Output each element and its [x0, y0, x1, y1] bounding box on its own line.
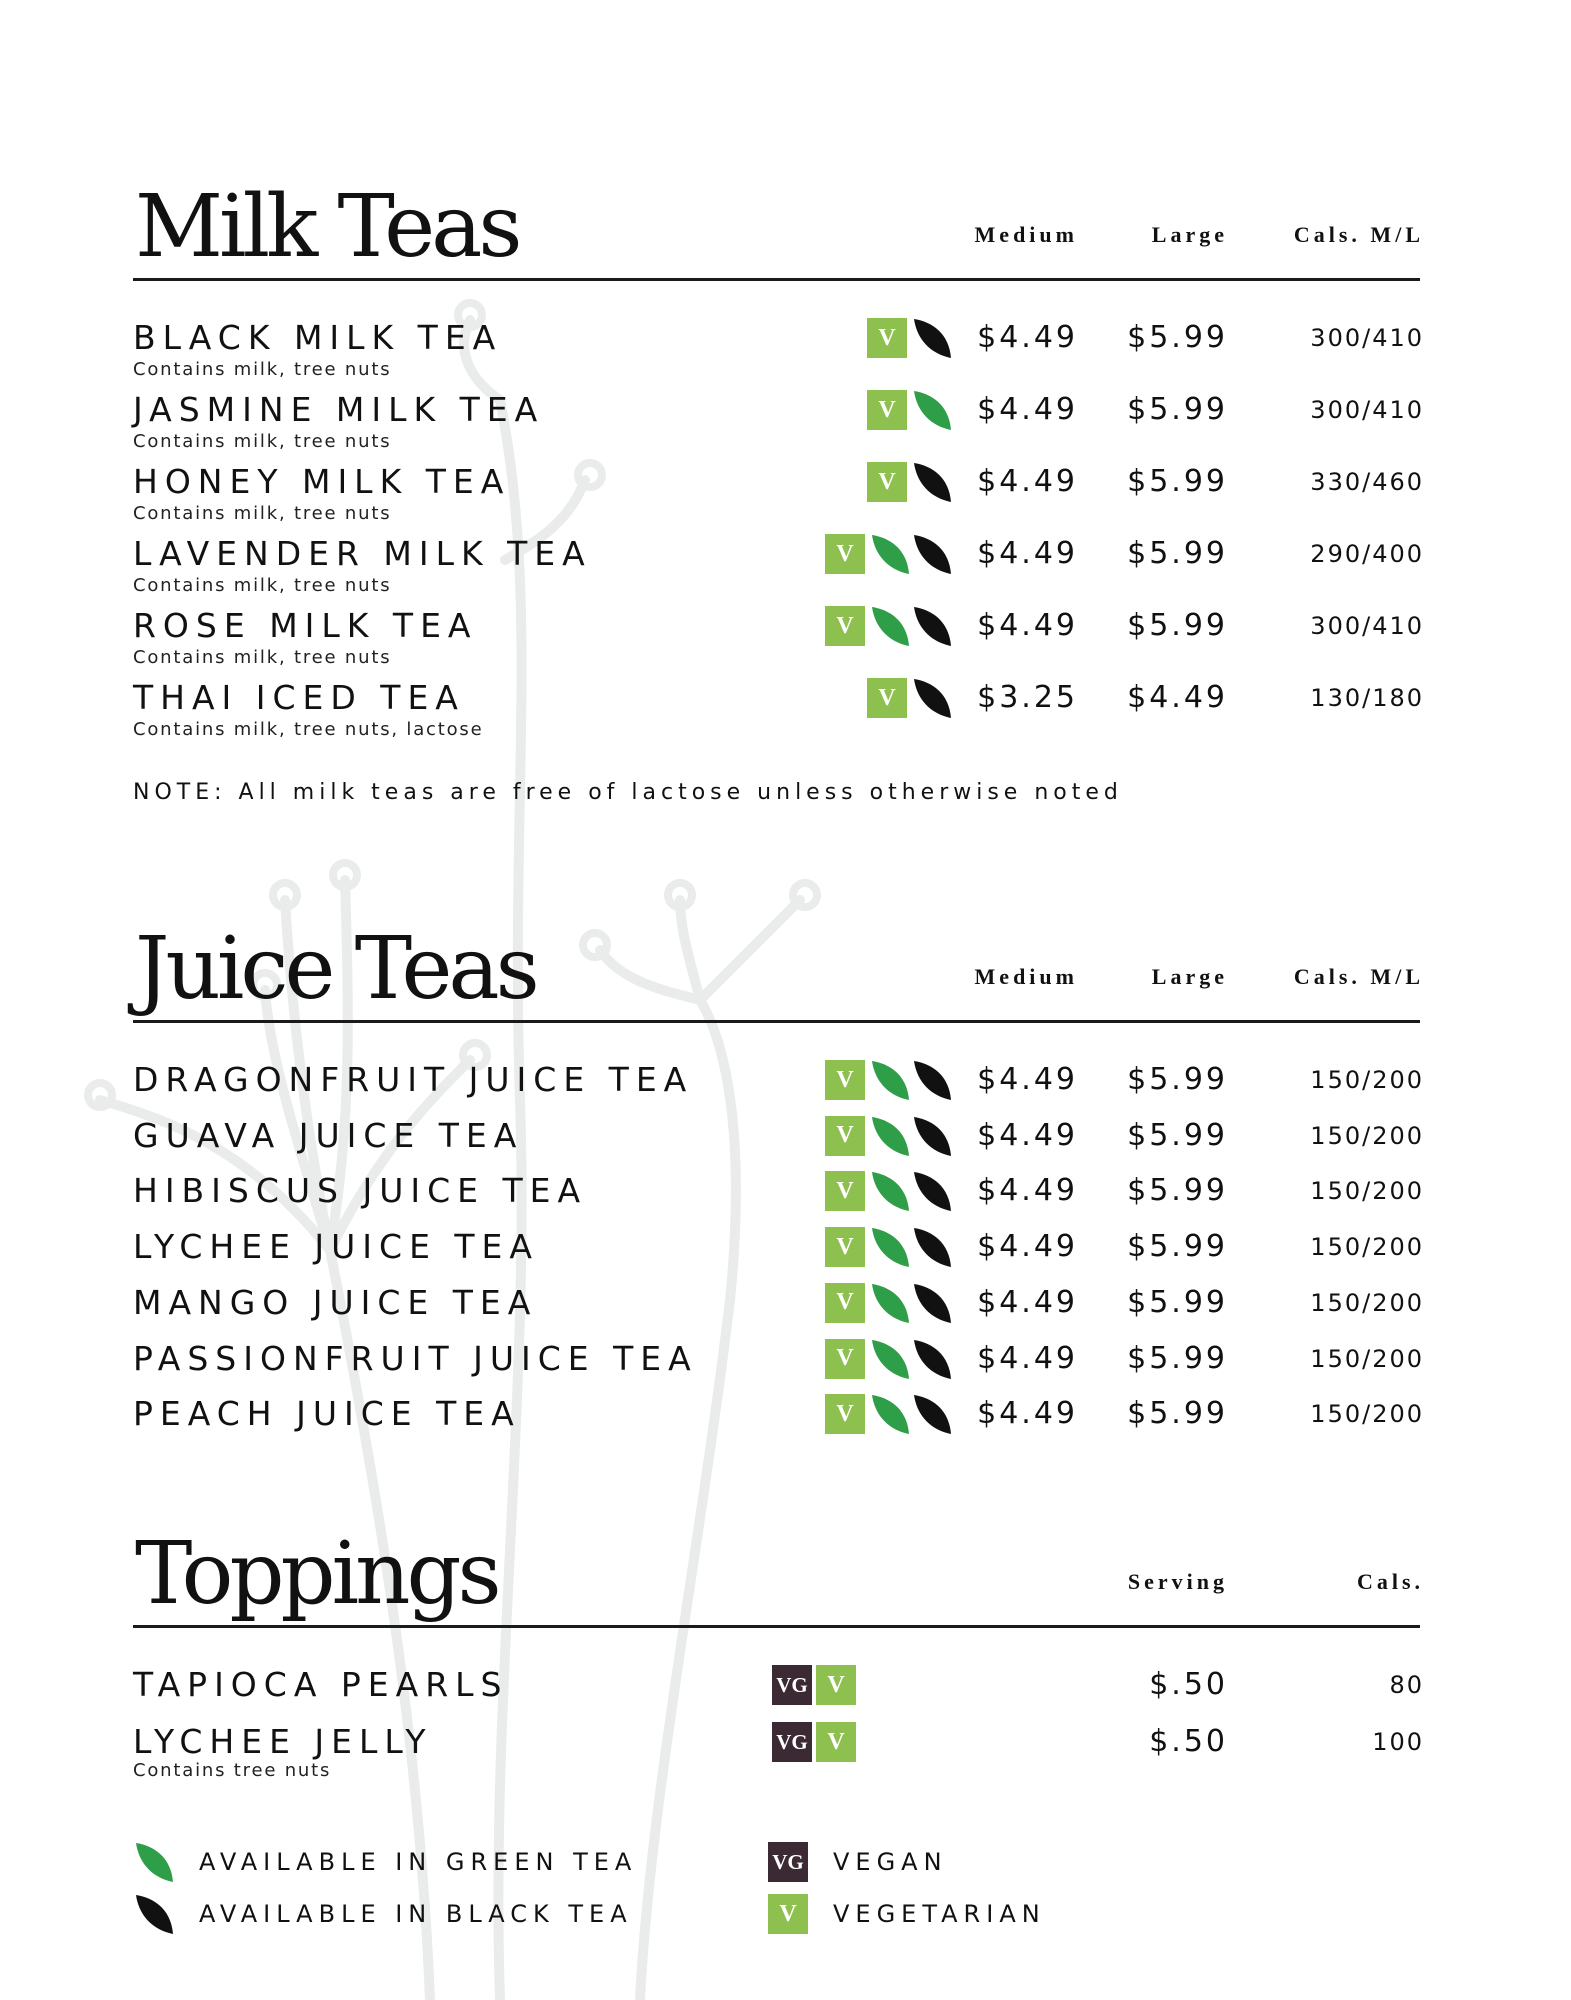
legend	[133, 1840, 1420, 1940]
item-name: LYCHEE JUICE TEA	[133, 1227, 539, 1267]
column-large: Large	[1151, 964, 1228, 989]
menu-item-row	[133, 1227, 1424, 1273]
section-title: Juice Teas	[135, 919, 536, 1019]
menu-item-row	[133, 534, 1424, 600]
price-medium: $4.49	[977, 536, 1078, 571]
price-medium: $4.49	[977, 392, 1078, 427]
legend-vegan: VEGAN	[833, 1848, 948, 1876]
topping-row	[133, 1722, 1424, 1784]
calories: 290/400	[1310, 540, 1424, 568]
legend-green-tea: AVAILABLE IN GREEN TEA	[199, 1848, 638, 1876]
calories: 100	[1372, 1728, 1424, 1756]
vegetarian-badge: V	[867, 390, 907, 430]
legend-vegetarian: VEGETARIAN	[833, 1900, 1046, 1928]
price-large: $4.49	[1127, 680, 1228, 715]
calories: 150/200	[1310, 1400, 1424, 1429]
item-name: JASMINE MILK TEA	[133, 390, 545, 429]
price-medium: $4.49	[977, 464, 1078, 499]
item-name: BLACK MILK TEA	[133, 318, 503, 357]
menu-item-row	[133, 1282, 1424, 1329]
item-allergen-note: Contains milk, tree nuts	[133, 575, 392, 596]
price-medium: $4.49	[977, 608, 1078, 643]
item-allergen-note: Contains milk, tree nuts	[133, 503, 392, 524]
price-large: $5.99	[1127, 1062, 1228, 1097]
item-name: LYCHEE JELLY	[133, 1722, 433, 1761]
price-large: $5.99	[1127, 1396, 1228, 1432]
calories: 300/410	[1310, 324, 1424, 352]
vegan-badge: VG	[768, 1842, 808, 1882]
black-leaf-icon	[911, 316, 955, 362]
black-leaf-icon	[911, 1225, 955, 1271]
price-medium: $3.25	[977, 680, 1078, 715]
vegetarian-badge: V	[825, 1171, 865, 1211]
price-serving: $.50	[1149, 1667, 1228, 1702]
calories: 150/200	[1310, 1233, 1424, 1262]
item-allergen-note: Contains milk, tree nuts	[133, 431, 392, 452]
column-cals: Cals.	[1356, 1569, 1424, 1594]
menu-item-row	[133, 1060, 1424, 1106]
column-medium: Medium	[974, 222, 1078, 247]
vegan-badge: VG	[772, 1722, 812, 1762]
vegan-badge: VG	[772, 1665, 812, 1705]
item-allergen-note: Contains milk, tree nuts	[133, 647, 392, 668]
black-leaf-icon	[133, 1892, 177, 1938]
vegetarian-badge: V	[867, 462, 907, 502]
menu-item-row	[133, 606, 1424, 672]
green-leaf-icon	[869, 1225, 913, 1271]
milk-teas-footnote: NOTE: All milk teas are free of lactose unless otherwise noted	[133, 780, 1123, 805]
item-name: TAPIOCA PEARLS	[133, 1665, 509, 1704]
green-leaf-icon	[869, 1392, 913, 1438]
column-medium: Medium	[974, 964, 1078, 989]
price-serving: $.50	[1149, 1724, 1228, 1759]
green-leaf-icon	[869, 1169, 913, 1215]
green-leaf-icon	[869, 1337, 913, 1383]
calories: 130/180	[1310, 684, 1424, 712]
calories: 150/200	[1310, 1121, 1424, 1150]
calories: 150/200	[1310, 1066, 1424, 1094]
calories: 80	[1389, 1671, 1424, 1699]
price-large: $5.99	[1127, 1117, 1228, 1153]
price-large: $5.99	[1127, 1173, 1228, 1209]
item-allergen-note: Contains milk, tree nuts	[133, 359, 392, 380]
toppings-header	[133, 1495, 1424, 1628]
price-medium: $4.49	[977, 1340, 1078, 1376]
vegetarian-badge: V	[867, 318, 907, 358]
calories: 150/200	[1310, 1177, 1424, 1206]
black-leaf-icon	[911, 1114, 955, 1160]
item-allergen-note: Contains tree nuts	[133, 1760, 332, 1781]
price-large: $5.99	[1127, 320, 1228, 355]
calories: 150/200	[1310, 1288, 1424, 1317]
price-medium: $4.49	[977, 1284, 1078, 1320]
green-leaf-icon	[869, 604, 913, 650]
price-large: $5.99	[1127, 536, 1228, 571]
black-leaf-icon	[911, 1169, 955, 1215]
vegetarian-badge: V	[867, 678, 907, 718]
vegetarian-badge: V	[825, 606, 865, 646]
menu-item-row	[133, 1338, 1424, 1385]
price-large: $5.99	[1127, 1340, 1228, 1376]
menu-item-row	[133, 390, 1424, 456]
price-medium: $4.49	[977, 1396, 1078, 1432]
menu-item-row	[133, 462, 1424, 528]
price-medium: $4.49	[977, 1229, 1078, 1265]
black-leaf-icon	[911, 676, 955, 722]
item-name: MANGO JUICE TEA	[133, 1282, 538, 1322]
column-cals: Cals. M/L	[1293, 222, 1424, 247]
legend-black-tea: AVAILABLE IN BLACK TEA	[199, 1900, 633, 1928]
price-large: $5.99	[1127, 464, 1228, 499]
vegetarian-badge: V	[825, 1060, 865, 1100]
green-leaf-icon	[869, 532, 913, 578]
black-leaf-icon	[911, 1392, 955, 1438]
price-medium: $4.49	[977, 320, 1078, 355]
menu-item-row	[133, 1394, 1424, 1440]
milk-teas-section	[133, 148, 1424, 805]
black-leaf-icon	[911, 532, 955, 578]
toppings-section	[133, 1495, 1424, 1781]
vegetarian-badge: V	[825, 1116, 865, 1156]
milk-teas-header	[133, 148, 1424, 281]
item-name: GUAVA JUICE TEA	[133, 1115, 524, 1155]
black-leaf-icon	[911, 1281, 955, 1327]
green-leaf-icon	[869, 1114, 913, 1160]
item-name: ROSE MILK TEA	[133, 606, 478, 645]
item-name: DRAGONFRUIT JUICE TEA	[133, 1060, 694, 1099]
price-medium: $4.49	[977, 1062, 1078, 1097]
menu-item-row	[133, 678, 1424, 744]
calories: 150/200	[1310, 1344, 1424, 1373]
item-name: HIBISCUS JUICE TEA	[133, 1171, 588, 1211]
black-leaf-icon	[911, 1058, 955, 1104]
item-name: HONEY MILK TEA	[133, 462, 511, 501]
column-serving: Serving	[1127, 1569, 1228, 1594]
black-leaf-icon	[911, 1337, 955, 1383]
price-large: $5.99	[1127, 608, 1228, 643]
calories: 300/410	[1310, 396, 1424, 424]
green-leaf-icon	[133, 1840, 177, 1886]
price-large: $5.99	[1127, 1284, 1228, 1320]
item-name: PASSIONFRUIT JUICE TEA	[133, 1338, 698, 1378]
price-medium: $4.49	[977, 1117, 1078, 1153]
vegetarian-badge: V	[816, 1665, 856, 1705]
juice-teas-section	[133, 890, 1424, 1434]
juice-teas-header	[133, 890, 1424, 1023]
item-name: LAVENDER MILK TEA	[133, 534, 592, 573]
topping-row	[133, 1665, 1424, 1727]
green-leaf-icon	[911, 388, 955, 434]
section-title: Milk Teas	[135, 177, 519, 277]
vegetarian-badge: V	[825, 1394, 865, 1434]
black-leaf-icon	[911, 460, 955, 506]
calories: 330/460	[1310, 468, 1424, 496]
item-allergen-note: Contains milk, tree nuts, lactose	[133, 719, 484, 740]
vegetarian-badge: V	[825, 1227, 865, 1267]
vegetarian-badge: V	[825, 1283, 865, 1323]
column-cals: Cals. M/L	[1293, 964, 1424, 989]
menu-item-row	[133, 318, 1424, 384]
calories: 300/410	[1310, 612, 1424, 640]
section-title: Toppings	[135, 1524, 498, 1624]
green-leaf-icon	[869, 1281, 913, 1327]
vegetarian-badge: V	[825, 534, 865, 574]
menu-item-row	[133, 1115, 1424, 1162]
item-name: PEACH JUICE TEA	[133, 1394, 521, 1434]
vegetarian-badge: V	[825, 1339, 865, 1379]
price-large: $5.99	[1127, 1229, 1228, 1265]
black-leaf-icon	[911, 604, 955, 650]
column-large: Large	[1151, 222, 1228, 247]
price-medium: $4.49	[977, 1173, 1078, 1209]
item-name: THAI ICED TEA	[133, 678, 465, 717]
vegetarian-badge: V	[816, 1722, 856, 1762]
vegetarian-badge: V	[768, 1894, 808, 1934]
menu-item-row	[133, 1171, 1424, 1217]
price-large: $5.99	[1127, 392, 1228, 427]
green-leaf-icon	[869, 1058, 913, 1104]
